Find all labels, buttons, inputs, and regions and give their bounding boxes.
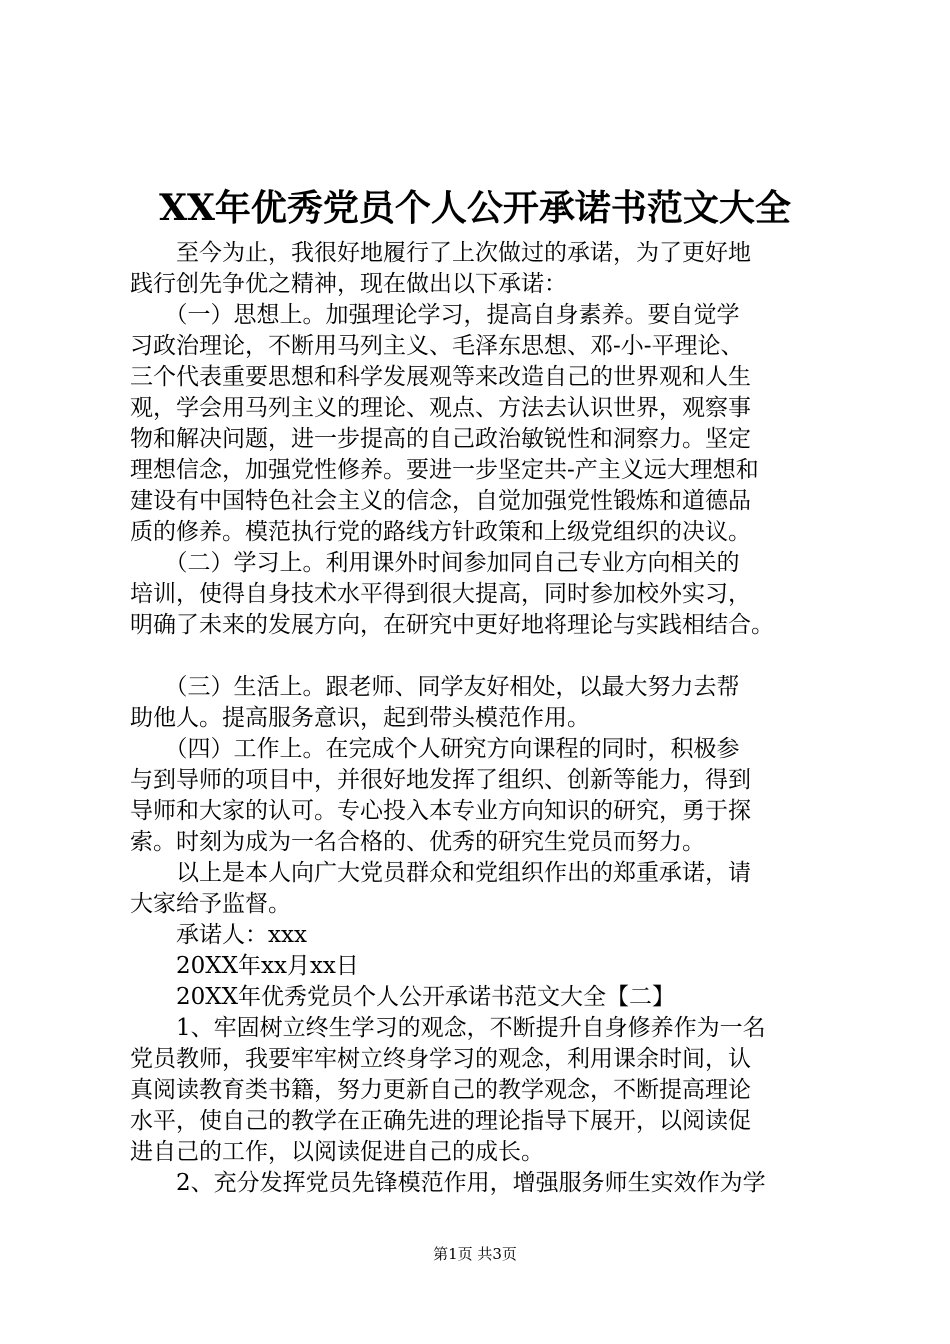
text-line: 培训，使得自身技术水平得到很大提高，同时参加校外实习，	[130, 581, 751, 607]
text-line: 观，学会用马列主义的理论、观点、方法去认识世界，观察事	[130, 395, 751, 421]
text-line: 理想信念，加强党性修养。要进一步坚定共-产主义远大理想和	[130, 457, 759, 483]
text-line: （二）学习上。利用课外时间参加同自己专业方向相关的	[130, 550, 740, 576]
text-line: 1、牢固树立终生学习的观念，不断提升自身修养作为一名	[130, 1015, 766, 1041]
text-line: 建设有中国特色社会主义的信念，自觉加强党性锻炼和道德品	[130, 488, 751, 514]
date-line: 20XX年xx月xx日	[130, 953, 359, 979]
text-line: 物和解决问题，进一步提高的自己政治敏锐性和洞察力。坚定	[130, 426, 751, 452]
text-line: 践行创先争优之精神，现在做出以下承诺：	[130, 271, 567, 297]
text-line: 进自己的工作，以阅读促进自己的成长。	[130, 1139, 544, 1165]
text-line: 明确了未来的发展方向，在研究中更好地将理论与实践相结合。	[130, 612, 774, 638]
text-line: 索。时刻为成为一名合格的、优秀的研究生党员而努力。	[130, 829, 705, 855]
text-line: （一）思想上。加强理论学习，提高自身素养。要自觉学	[130, 302, 740, 328]
text-line: 导师和大家的认可。专心投入本专业方向知识的研究，勇于探	[130, 798, 751, 824]
text-line: 真阅读教育类书籍，努力更新自己的教学观念，不断提高理论	[130, 1077, 751, 1103]
text-line: 党员教师，我要牢牢树立终身学习的观念，利用课余时间，认	[130, 1046, 751, 1072]
text-line: 三个代表重要思想和科学发展观等来改造自己的世界观和人生	[130, 364, 751, 390]
text-line: 水平，使自己的教学在正确先进的理论指导下展开，以阅读促	[130, 1108, 751, 1134]
text-line: （三）生活上。跟老师、同学友好相处，以最大努力去帮	[130, 674, 740, 700]
text-line: 质的修养。模范执行党的路线方针政策和上级党组织的决议。	[130, 519, 751, 545]
text-line: （四）工作上。在完成个人研究方向课程的同时，积极参	[130, 736, 740, 762]
blank-line	[130, 641, 835, 672]
text-line: 至今为止，我很好地履行了上次做过的承诺，为了更好地	[130, 240, 751, 266]
page-number: 第1页 共3页	[433, 1245, 517, 1263]
document-body	[130, 238, 835, 1199]
text-line: 习政治理论，不断用马列主义、毛泽东思想、邓-小-平理论、	[130, 333, 744, 359]
text-line: 以上是本人向广大党员群众和党组织作出的郑重承诺，请	[130, 860, 751, 886]
text-line: 与到导师的项目中，并很好地发挥了组织、创新等能力，得到	[130, 767, 751, 793]
document-title: XX年优秀党员个人公开承诺书范文大全	[159, 187, 791, 229]
text-line: 助他人。提高服务意识，起到带头模范作用。	[130, 705, 590, 731]
text-line: 2、充分发挥党员先锋模范作用，增强服务师生实效作为学	[130, 1170, 766, 1196]
section-heading: 20XX年优秀党员个人公开承诺书范文大全【二】	[130, 984, 676, 1010]
text-line: 大家给予监督。	[130, 891, 291, 917]
signer-line: 承诺人：xxx	[130, 922, 307, 948]
